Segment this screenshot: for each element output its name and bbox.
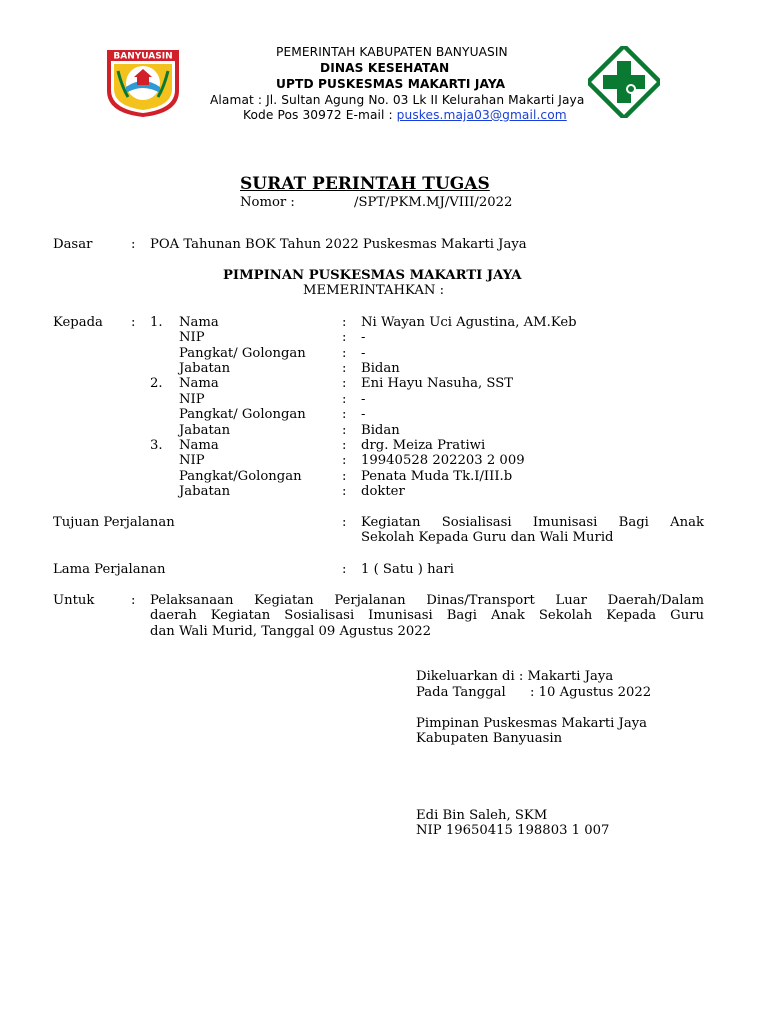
regency-logo-label: BANYUASIN bbox=[113, 51, 173, 62]
person-field-colon: : bbox=[342, 438, 347, 453]
signatory-name: Edi Bin Saleh, SKM bbox=[416, 808, 548, 823]
letterhead-address: Alamat : Jl. Sultan Agung No. 03 Lk II Kelurahan Makarti Jaya bbox=[210, 93, 585, 107]
person-field-value: drg. Meiza Pratiwi bbox=[361, 438, 486, 453]
person-number: 2. bbox=[150, 376, 163, 391]
duration-colon: : bbox=[342, 562, 347, 577]
order-subheading: MEMERINTAHKAN : bbox=[303, 283, 445, 298]
letter-title: SURAT PERINTAH TUGAS bbox=[240, 174, 490, 194]
basis-colon: : bbox=[131, 237, 136, 252]
letterhead-postal-email bbox=[243, 108, 567, 122]
person-field-label: Jabatan bbox=[179, 484, 231, 499]
purpose-colon: : bbox=[131, 593, 136, 608]
recipients-colon: : bbox=[131, 315, 136, 330]
regency-logo bbox=[104, 47, 182, 119]
issue-date-label: Pada Tanggal bbox=[416, 685, 506, 700]
purpose-label: Untuk bbox=[53, 593, 95, 608]
person-field-colon: : bbox=[342, 361, 347, 376]
postal-code-text: Kode Pos 30972 E-mail : bbox=[243, 108, 397, 122]
person-field-label: NIP bbox=[179, 330, 205, 345]
person-field-value: 19940528 202203 2 009 bbox=[361, 453, 525, 468]
person-field-colon: : bbox=[342, 453, 347, 468]
person-field-value: dokter bbox=[361, 484, 405, 499]
basis-label: Dasar bbox=[53, 237, 93, 252]
person-field-value: - bbox=[361, 330, 366, 345]
person-field-label: NIP bbox=[179, 453, 205, 468]
purpose-text-line1: Pelaksanaan Kegiatan Perjalanan Dinas/Transport Luar Daerah/Dalam bbox=[150, 593, 704, 608]
person-field-label: Jabatan bbox=[179, 361, 231, 376]
person-field-label: NIP bbox=[179, 392, 205, 407]
person-field-value: Penata Muda Tk.I/III.b bbox=[361, 469, 513, 484]
email-link[interactable]: puskes.maja03@gmail.com bbox=[396, 108, 567, 122]
person-field-label: Pangkat/ Golongan bbox=[179, 346, 306, 361]
person-field-label: Jabatan bbox=[179, 423, 231, 438]
basis-text: POA Tahunan BOK Tahun 2022 Puskesmas Makarti Jaya bbox=[150, 237, 527, 252]
person-field-value: Bidan bbox=[361, 361, 400, 376]
person-field-value: - bbox=[361, 346, 366, 361]
person-field-label: Nama bbox=[179, 438, 219, 453]
destination-colon: : bbox=[342, 515, 347, 530]
person-number: 1. bbox=[150, 315, 163, 330]
person-field-value: Bidan bbox=[361, 423, 400, 438]
person-field-value: Eni Hayu Nasuha, SST bbox=[361, 376, 514, 391]
letter-number-label: Nomor : bbox=[240, 195, 295, 210]
signatory-region: Kabupaten Banyuasin bbox=[416, 731, 563, 746]
recipients-label: Kepada bbox=[53, 315, 103, 330]
puskesmas-logo bbox=[588, 46, 660, 118]
person-field-value: Ni Wayan Uci Agustina, AM.Keb bbox=[361, 315, 577, 330]
person-number: 3. bbox=[150, 438, 163, 453]
duration-value: 1 ( Satu ) hari bbox=[361, 562, 455, 577]
person-field-colon: : bbox=[342, 484, 347, 499]
person-field-colon: : bbox=[342, 423, 347, 438]
person-field-label: Nama bbox=[179, 315, 219, 330]
person-field-colon: : bbox=[342, 330, 347, 345]
letterhead-line-institution: UPTD PUSKESMAS MAKARTI JAYA bbox=[276, 77, 506, 91]
purpose-text-line3: dan Wali Murid, Tanggal 09 Agustus 2022 bbox=[150, 624, 432, 639]
person-field-label: Nama bbox=[179, 376, 219, 391]
person-field-label: Pangkat/ Golongan bbox=[179, 407, 306, 422]
person-field-colon: : bbox=[342, 392, 347, 407]
purpose-text-line2: daerah Kegiatan Sosialisasi Imunisasi Bagi Anak Sekolah Kepada Guru bbox=[150, 608, 704, 623]
signatory-role: Pimpinan Puskesmas Makarti Jaya bbox=[416, 716, 648, 731]
letterhead-line-government: PEMERINTAH KABUPATEN BANYUASIN bbox=[276, 45, 508, 59]
destination-label: Tujuan Perjalanan bbox=[53, 515, 175, 530]
person-field-colon: : bbox=[342, 346, 347, 361]
duration-label: Lama Perjalanan bbox=[53, 562, 166, 577]
issued-at: Dikeluarkan di : Makarti Jaya bbox=[416, 669, 614, 684]
person-field-value: - bbox=[361, 392, 366, 407]
destination-text-line2: Sekolah Kepada Guru dan Wali Murid bbox=[361, 530, 614, 545]
issue-date-value: : 10 Agustus 2022 bbox=[530, 685, 652, 700]
person-field-label: Pangkat/Golongan bbox=[179, 469, 302, 484]
letter-number-value: /SPT/PKM.MJ/VIII/2022 bbox=[354, 195, 513, 210]
person-field-colon: : bbox=[342, 315, 347, 330]
signatory-nip: NIP 19650415 198803 1 007 bbox=[416, 823, 610, 838]
order-heading: PIMPINAN PUSKESMAS MAKARTI JAYA bbox=[223, 268, 522, 283]
person-field-colon: : bbox=[342, 376, 347, 391]
person-field-colon: : bbox=[342, 407, 347, 422]
destination-text-line1: Kegiatan Sosialisasi Imunisasi Bagi Anak bbox=[361, 515, 704, 530]
person-field-colon: : bbox=[342, 469, 347, 484]
person-field-value: - bbox=[361, 407, 366, 422]
letterhead-line-department: DINAS KESEHATAN bbox=[320, 61, 450, 75]
